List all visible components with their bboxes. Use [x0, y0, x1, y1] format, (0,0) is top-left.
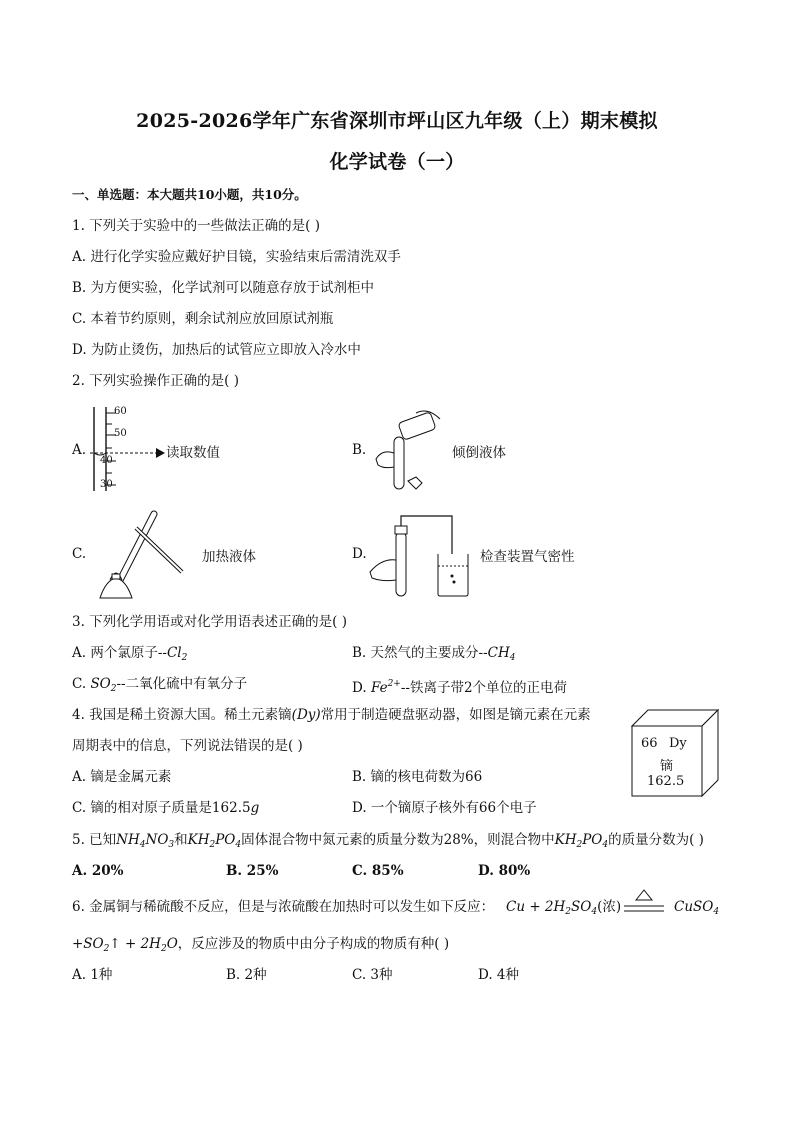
q4-c-text: C. 镝的相对原子质量是162.5: [72, 800, 251, 816]
q5-f2a: KH: [187, 832, 210, 848]
q6-eq-s3: 4: [713, 907, 720, 917]
q2-b-label: B.: [352, 442, 367, 458]
q1-option-c: C. 本着节约原则，剩余试剂应放回原试剂瓶: [72, 311, 334, 327]
q3-stem: 3. 下列化学用语或对化学用语表述正确的是( ): [72, 614, 347, 630]
pouring-liquid-figure: [370, 405, 450, 495]
q5-option-d: D. 80%: [478, 863, 531, 879]
q6-option-c: C. 3种: [352, 967, 393, 983]
airtightness-check-figure: [368, 508, 478, 603]
q3-a-text: A. 两个氯原子--: [72, 645, 167, 661]
q5-f1a: NH: [116, 832, 140, 848]
q6-equation-left: [506, 898, 621, 921]
q5-f1b: 4: [139, 840, 146, 850]
q6-l2-s: 2: [103, 944, 110, 954]
q2-b-caption: 倾倒液体: [452, 445, 506, 461]
q3-option-b: [352, 644, 515, 667]
q6-eq-left: Cu + 2H: [506, 899, 566, 915]
q6-eq-left2: SO: [571, 899, 592, 915]
q5-mid2: 固体混合物中氮元素的质量分数为28%，则混合物中: [241, 832, 555, 848]
q6-l2-post: ，反应涉及的物质中由分子构成的物质有种( ): [177, 936, 450, 952]
q6-eq-s1: 2: [565, 907, 572, 917]
q5-f2b: 2: [209, 840, 216, 850]
q4-element-symbol: (Dy): [291, 707, 321, 723]
q3-b-formula: CH: [487, 645, 510, 661]
q3-c-sub: 2: [110, 684, 117, 694]
q5-f2d: 4: [235, 840, 242, 850]
q4-c-unit: g: [250, 800, 260, 816]
q2-a-caption: 读取数值: [166, 445, 220, 461]
q5-f3d: 4: [602, 840, 609, 850]
q3-c-text: --二氧化硫中有氧分子: [116, 676, 248, 692]
section-heading: 一、单选题：本大题共10小题，共10分。: [72, 187, 307, 202]
q1-option-d: D. 为防止烫伤，加热后的试管应立即放入冷水中: [72, 342, 361, 358]
q6-l2-o: O: [166, 936, 178, 952]
q5-option-a: A. 20%: [72, 863, 124, 879]
q3-option-a: [72, 644, 187, 667]
element-atomic-number: 66: [641, 736, 658, 751]
q5-pre: 5. 已知: [72, 832, 117, 848]
q4-option-b: B. 镝的核电荷数为66: [352, 769, 483, 785]
q5-f1d: 3: [168, 840, 175, 850]
q3-d-charge: 2+: [387, 679, 401, 689]
tick-50: 50: [114, 428, 127, 439]
q4-option-a: A. 镝是金属元素: [72, 769, 172, 785]
q3-d-text: --铁离子带2个单位的正电荷: [400, 680, 568, 696]
q6-eq-right: CuSO: [674, 899, 714, 915]
q4-stem-line2: 周期表中的信息，下列说法错误的是( ): [72, 738, 303, 754]
element-symbol: Dy: [669, 736, 687, 751]
q2-c-caption: 加热液体: [202, 549, 256, 565]
q3-a-sub: 2: [181, 653, 188, 663]
q6-equation-right: [674, 898, 719, 921]
tick-30: 30: [100, 479, 113, 490]
heating-liquid-figure: [86, 508, 196, 603]
q6-eq-conc: (浓): [597, 899, 622, 915]
q6-stem-line2: [72, 935, 449, 958]
q6-option-a: A. 1种: [72, 967, 113, 983]
q5-f1c: NO: [145, 832, 169, 848]
exam-title-line1: 2025-2026学年广东省深圳市坪山区九年级（上）期末模拟: [136, 110, 658, 132]
tick-60: 60: [114, 406, 127, 417]
q5-stem: [72, 831, 704, 854]
q3-b-sub: 4: [509, 653, 516, 663]
q3-d-pre: D.: [352, 680, 371, 696]
q3-option-c: C. $SO_2--$二氧化硫中有氧分子: [72, 676, 248, 694]
q4-stem-line1: [72, 706, 591, 724]
q2-c-label: C.: [72, 546, 87, 562]
q3-c-formula: SO: [90, 676, 111, 692]
q4-option-d: D. 一个镝原子核外有66个电子: [352, 800, 537, 816]
exam-title-line2: 化学试卷（一）: [329, 151, 465, 173]
q4-line1-post: 常用于制造硬盘驱动器，如图是镝元素在元素: [320, 707, 591, 723]
q3-option-d: [352, 675, 567, 697]
q2-a-label: A.: [72, 442, 87, 458]
heating-condition-sign: [622, 888, 666, 918]
q4-line1-pre: 4. 我国是稀土资源大国。稀土元素镝: [72, 707, 292, 723]
q5-f3b: 2: [576, 840, 583, 850]
q5-f3c: PO: [582, 832, 603, 848]
q6-eq-s2: 4: [591, 907, 598, 917]
element-atomic-mass: 162.5: [647, 774, 685, 789]
q5-post: 的质量分数为( ): [608, 832, 704, 848]
q6-option-d: D. 4种: [478, 967, 520, 983]
q3-a-formula: Cl: [166, 645, 182, 661]
q5-f3a: KH: [554, 832, 577, 848]
q6-l2-pre: +SO: [72, 936, 104, 952]
q6-l2-mid: ↑ + 2H: [109, 936, 161, 952]
tick-40: 40: [100, 455, 113, 466]
q5-option-b: B. 25%: [226, 863, 279, 879]
element-name: 镝: [660, 759, 674, 774]
q5-option-c: C. 85%: [352, 863, 404, 879]
q1-option-a: A. 进行化学实验应戴好护目镜，实验结束后需清洗双手: [72, 249, 401, 265]
q4-option-c: [72, 799, 259, 817]
q5-f2c: PO: [215, 832, 236, 848]
q3-d-formula: Fe: [370, 680, 388, 696]
q3-b-text: B. 天然气的主要成分--: [352, 645, 488, 661]
q2-stem: 2. 下列实验操作正确的是( ): [72, 373, 239, 389]
q6-l2-s2: 2: [160, 944, 167, 954]
q2-d-label: D.: [352, 546, 367, 562]
q1-stem: 1. 下列关于实验中的一些做法正确的是( ): [72, 218, 320, 234]
q6-option-b: B. 2种: [226, 967, 267, 983]
q1-option-b: B. 为方便实验，化学试剂可以随意存放于试剂柜中: [72, 280, 375, 296]
q5-mid: 和: [174, 832, 188, 848]
q6-stem-line1: 6. 金属铜与稀硫酸不反应，但是与浓硫酸在加热时可以发生如下反应：: [72, 899, 495, 915]
q2-d-caption: 检查装置气密性: [480, 549, 575, 565]
